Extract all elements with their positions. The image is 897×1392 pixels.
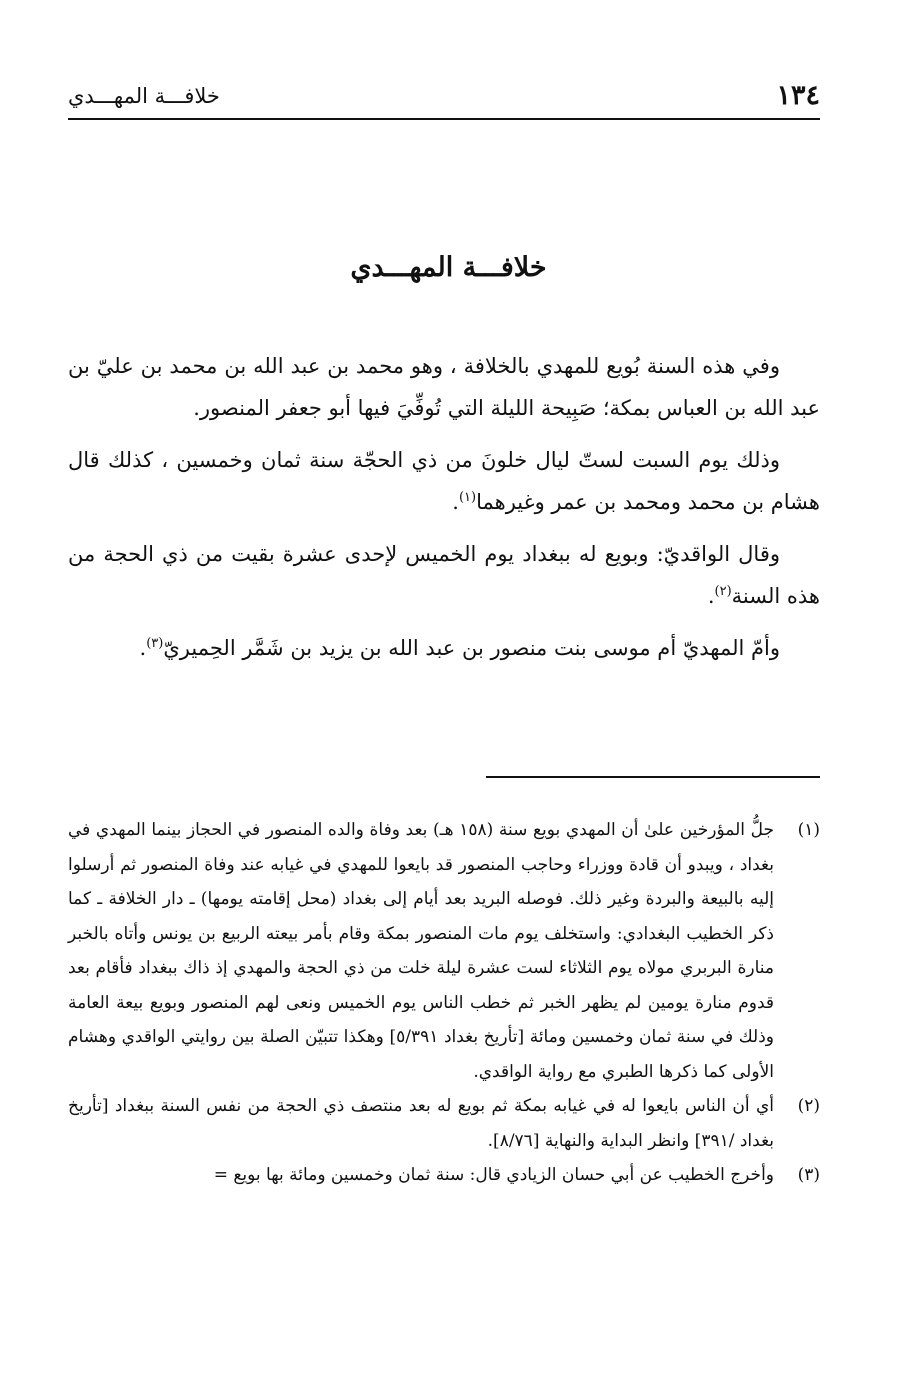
chapter-title: خلافـــة المهـــدي <box>350 252 547 283</box>
body-text <box>68 345 820 679</box>
paragraph-4 <box>68 627 820 669</box>
footnote-number: (٣) <box>797 1165 820 1185</box>
footnote-number: (١) <box>797 820 820 840</box>
header-divider <box>68 118 820 120</box>
footnote-2 <box>68 1089 820 1158</box>
paragraph-4-text: وأمّ المهديّ أم موسى بنت منصور بن عبد الله بن يزيد بن شَمَّر الحِميريّ <box>163 636 780 660</box>
footnote-ref-2: (٢) <box>714 584 732 599</box>
footnote-text: جلُّ المؤرخين علىٰ أن المهدي بويع سنة (١٥٨ هـ) بعد وفاة والده المنصور في الحجاز بينما المهدي في بغداد ، ويبدو أن قادة ووزراء وحاجب المنصور قد بايعوا للمهدي في غيابه عند وفاة المنصور ثم أرسلوا إليه بالبيعة والبردة وغير ذلك. فوصله البريد بعد أيام إلى بغداد (محل إقامته يومها) ـ دار الخلافة ـ كما ذكر الخطيب البغدادي: واستخلف يوم مات المنصور بمكة وقام بأمر بيعته الربيع بن يونس وأتاه بالخبر منارة البربري مولاه يوم الثلاثاء لست عشرة ليلة خلت من ذي الحجة والمهدي إذ ذاك ببغداد فأقام بعد قدوم منارة يومين لم يظهر الخبر ثم خطب الناس يوم الخميس ونعى لهم المنصور وبويع بيعة العامة وذلك في سنة ثمان وخمسين ومائة [تأريخ بغداد ٥/٣٩١] وهكذا تتبيّن الصلة بين روايتي الواقدي وهشام الأولى كما ذكرها الطبري مع رواية الواقدي. <box>68 820 775 1082</box>
footnote-1 <box>68 813 820 1089</box>
paragraph-1: وفي هذه السنة بُويع للمهدي بالخلافة ، وهو محمد بن عبد الله بن محمد بن عليّ بن عبد الله بن العباس بمكة؛ صَبِيحة الليلة التي تُوفِّيَ فيها أبو جعفر المنصور. <box>68 354 820 420</box>
paragraph-2-text: وذلك يوم السبت لستّ ليال خلونَ من ذي الحجّة سنة ثمان وخمسين ، كذلك قال هشام بن محمد ومحمد بن عمر وغيرهما <box>68 448 820 514</box>
paragraph-2-end: . <box>452 490 459 514</box>
footnotes <box>68 813 820 1193</box>
footnote-divider <box>486 776 820 778</box>
paragraph-3 <box>68 533 820 617</box>
page-number: ١٣٤ <box>776 80 820 111</box>
running-title: خلافـــة المهـــدي <box>68 84 220 108</box>
footnote-ref-1: (١) <box>458 490 477 505</box>
footnote-text: وأخرج الخطيب عن أبي حسان الزيادي قال: سنة ثمان وخمسين ومائة بها بويع = <box>213 1165 774 1185</box>
footnote-3 <box>68 1158 820 1193</box>
paragraph-4-end: . <box>139 636 147 660</box>
paragraph-3-text: وقال الواقديّ: وبويع له ببغداد يوم الخميس لإحدى عشرة بقيت من ذي الحجة من هذه السنة <box>68 542 820 608</box>
running-header <box>68 78 820 114</box>
paragraph-3-end: . <box>707 584 715 608</box>
footnote-text: أي أن الناس بايعوا له في غيابه بمكة ثم بويع له بعد منتصف ذي الحجة من نفس السنة ببغداد [تأريخ بغداد /٣٩١] وانظر البداية والنهاية [٨/٧٦]. <box>68 1096 774 1151</box>
paragraph-2 <box>68 439 820 523</box>
footnote-ref-3: (٣) <box>146 636 164 651</box>
footnote-number: (٢) <box>797 1096 820 1116</box>
